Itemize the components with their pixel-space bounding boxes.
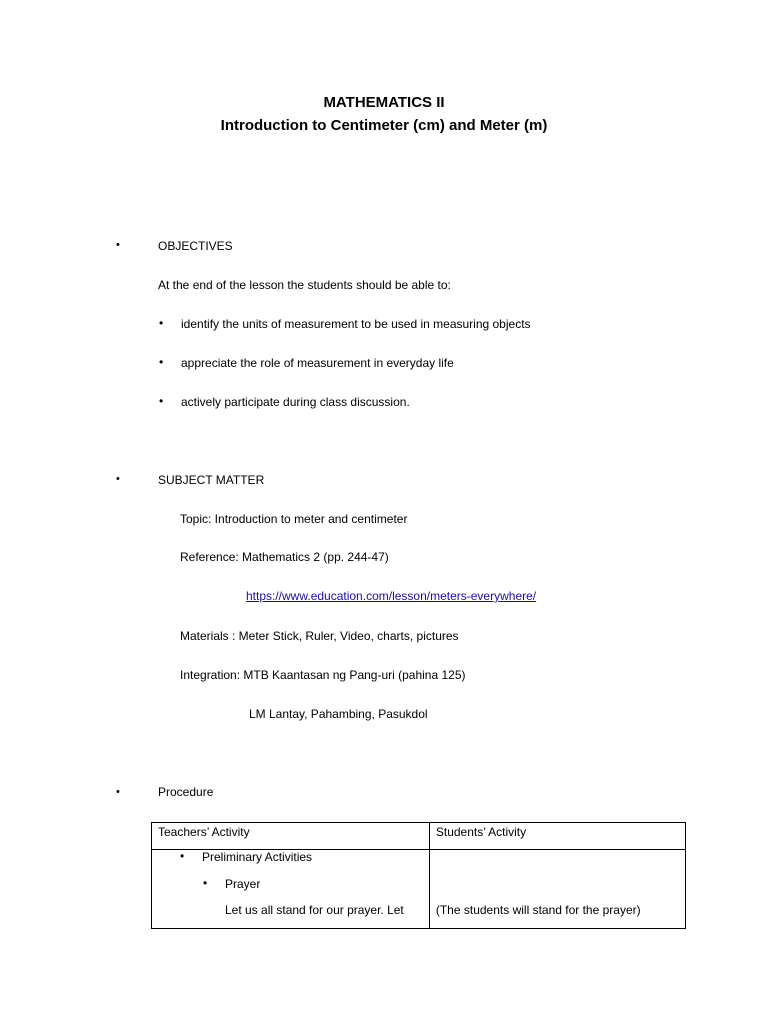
bullet-icon: •: [159, 355, 164, 369]
document-title: MATHEMATICS II: [323, 94, 445, 111]
column-header-students: Students’ Activity: [429, 823, 685, 850]
teacher-activity-cell: [152, 850, 430, 929]
subject-integration-lm: LM Lantay, Pahambing, Pasukdol: [249, 707, 428, 721]
subject-topic: Topic: Introduction to meter and centimeter: [180, 512, 408, 526]
subject-reference: Reference: Mathematics 2 (pp. 244-47): [180, 550, 389, 564]
table-row: [152, 850, 686, 929]
objectives-heading: OBJECTIVES: [158, 239, 233, 253]
objective-item: appreciate the role of measurement in everyday life: [181, 356, 454, 370]
bullet-icon: •: [203, 876, 208, 890]
column-header-teachers: Teachers’ Activity: [152, 823, 430, 850]
reference-link[interactable]: https://www.education.com/lesson/meters-everywhere/: [246, 589, 537, 603]
table-header-row: [152, 823, 686, 850]
student-activity-cell: [429, 850, 685, 929]
bullet-icon: •: [159, 316, 164, 330]
subject-integration: Integration: MTB Kaantasan ng Pang-uri (pahina 125): [180, 668, 466, 682]
objectives-intro: At the end of the lesson the students should be able to:: [158, 278, 451, 292]
subject-matter-heading: SUBJECT MATTER: [158, 473, 265, 487]
prayer-instruction: Let us all stand for our prayer. Let: [225, 903, 404, 917]
bullet-icon: •: [159, 394, 164, 408]
subject-materials: Materials : Meter Stick, Ruler, Video, charts, pictures: [180, 629, 459, 643]
procedure-heading: Procedure: [158, 785, 214, 799]
bullet-icon: •: [116, 473, 120, 485]
bullet-icon: •: [116, 786, 120, 798]
bullet-icon: •: [180, 849, 185, 863]
procedure-table: [151, 822, 686, 929]
prayer-label: Prayer: [225, 877, 261, 891]
document-subtitle: Introduction to Centimeter (cm) and Meter (m): [220, 117, 548, 134]
bullet-icon: •: [116, 239, 120, 251]
objective-item: actively participate during class discussion.: [181, 395, 410, 409]
preliminary-activities: Preliminary Activities: [202, 850, 313, 864]
objective-item: identify the units of measurement to be used in measuring objects: [181, 317, 531, 331]
student-prayer-response: (The students will stand for the prayer): [435, 903, 641, 917]
